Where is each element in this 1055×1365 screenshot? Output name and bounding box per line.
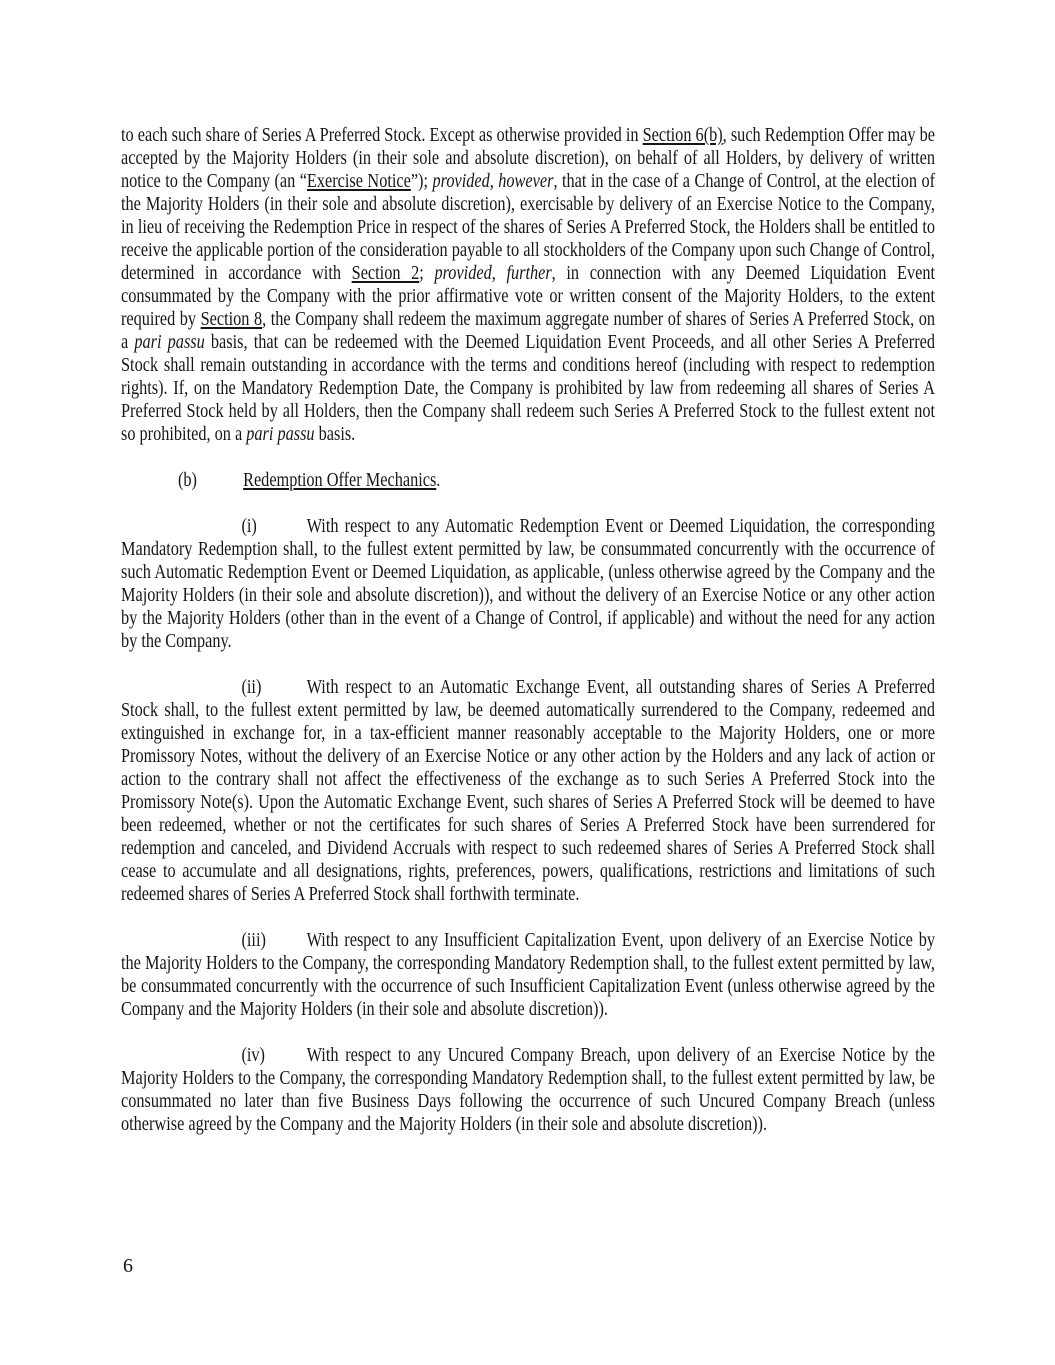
list-label: (i) <box>241 515 257 537</box>
text-run: , <box>491 262 507 284</box>
text-run: , <box>489 170 499 192</box>
text-run: Redemption Offer Mechanics <box>243 469 437 491</box>
text-run: however <box>498 170 554 192</box>
list-label: (iii) <box>241 929 266 951</box>
text-run: Section 8 <box>200 308 263 330</box>
text-run: pari passu <box>246 423 315 445</box>
text-run: With respect to any Uncured Company Breach, upon delivery of an Exercise Notice by the Majority Holders to the Company, the corresponding Mandatory Redemption shall, to the fullest extent permitted by law, be consummated no later than five Business Days following the occurrence of such Uncured Company Breach (unless otherwise agreed by the Company and the Majority Holders (in their sole and absolute discretion)). <box>121 1044 935 1135</box>
paragraph-ii <box>121 676 935 906</box>
text-run: basis. <box>314 423 356 445</box>
text-run: , such Redemption Offer may be accepted by the Majority Holders (in their sole and absolute discretion), on behalf of all Holders, by delivery of written notice to the Company (an “ <box>121 124 935 192</box>
paragraph-iv <box>121 1044 935 1136</box>
text-run: , that in the case of a Change of Control, at the election of the Majority Holders (in their sole and absolute discretion), exercisable by delivery of an Exercise Notice to the Company, in lieu of receiving the Redemption Price in respect of the shares of Series A Preferred Stock, the Holders shall be entitled to receive the applicable portion of the consideration payable to all stockholders of the Company upon such Change of Control, determined in accordance with <box>121 170 936 284</box>
list-label: (iv) <box>241 1044 265 1066</box>
text-run: ”); <box>410 170 433 192</box>
text-run: . <box>436 469 441 491</box>
text-run: pari passu <box>134 331 205 353</box>
text-run: , the Company shall redeem the maximum aggregate number of shares of Series A Preferred Stock, on a <box>121 308 935 353</box>
list-label: (b) <box>177 469 197 491</box>
text-run: provided <box>432 170 490 192</box>
section-b-heading <box>121 469 935 492</box>
text-run: provided <box>434 262 492 284</box>
text-run: Section 2 <box>351 262 420 284</box>
paragraph-iii <box>121 929 935 1021</box>
paragraph-i <box>121 515 935 653</box>
document-body <box>121 124 935 1159</box>
page-number: 6 <box>123 1255 133 1277</box>
text-run: , in connection with any Deemed Liquidation Event consummated by the Company with the prior affirmative vote or written consent of the Majority Holders, to the extent required by <box>121 262 936 330</box>
text-run: to each such share of Series A Preferred Stock. Except as otherwise provided in <box>121 124 643 146</box>
text-run: With respect to any Automatic Redemption Event or Deemed Liquidation, the corresponding Mandatory Redemption shall, to the fullest extent permitted by law, be consummated concurrently with the occurrence of such Automatic Redemption Event or Deemed Liquidation, as applicable, (unless otherwise agreed by the Company and the Majority Holders (in their sole and absolute discretion)), and without the delivery of an Exercise Notice or any other action by the Majority Holders (other than in the event of a Change of Control, if applicable) and without the need for any action by the Company. <box>121 515 935 652</box>
list-label: (ii) <box>241 676 262 698</box>
text-run: further <box>506 262 552 284</box>
text-run: ; <box>419 262 435 284</box>
text-run: With respect to an Automatic Exchange Event, all outstanding shares of Series A Preferred Stock shall, to the fullest extent permitted by law, be deemed automatically surrendered to the Company, redeemed and extinguished in exchange for, in a tax-efficient manner reasonably acceptable to the Majority Holders, one or more Promissory Notes, without the delivery of an Exercise Notice or any other action by the Holders and any lack of action or action to the contrary shall not affect the effectiveness of the exchange as to such Series A Preferred Stock into the Promissory Note(s). Upon the Automatic Exchange Event, such shares of Series A Preferred Stock will be deemed to have been redeemed, whether or not the certificates for such shares of Series A Preferred Stock have been surrendered for redemption and canceled, and Dividend Accruals with respect to such redeemed shares of Series A Preferred Stock shall cease to accumulate and all designations, rights, preferences, powers, qualifications, restrictions and limitations of such redeemed shares of Series A Preferred Stock shall forthwith terminate. <box>121 676 935 905</box>
paragraph-continuation <box>121 124 935 446</box>
text-run: Section 6(b) <box>642 124 723 146</box>
text-run: With respect to any Insufficient Capitalization Event, upon delivery of an Exercise Notice by the Majority Holders to the Company, the corresponding Mandatory Redemption shall, to the fullest extent permitted by law, be consummated concurrently with the occurrence of such Insufficient Capitalization Event (unless otherwise agreed by the Company and the Majority Holders (in their sole and absolute discretion)). <box>121 929 935 1020</box>
text-run: basis, that can be redeemed with the Deemed Liquidation Event Proceeds, and all other Series A Preferred Stock shall remain outstanding in accordance with the terms and conditions hereof (including with respect to redemption rights). If, on the Mandatory Redemption Date, the Company is prohibited by law from redeeming all shares of Series A Preferred Stock held by all Holders, then the Company shall redeem such Series A Preferred Stock to the fullest extent not so prohibited, on a <box>121 331 935 445</box>
text-run: Exercise Notice <box>306 170 411 192</box>
